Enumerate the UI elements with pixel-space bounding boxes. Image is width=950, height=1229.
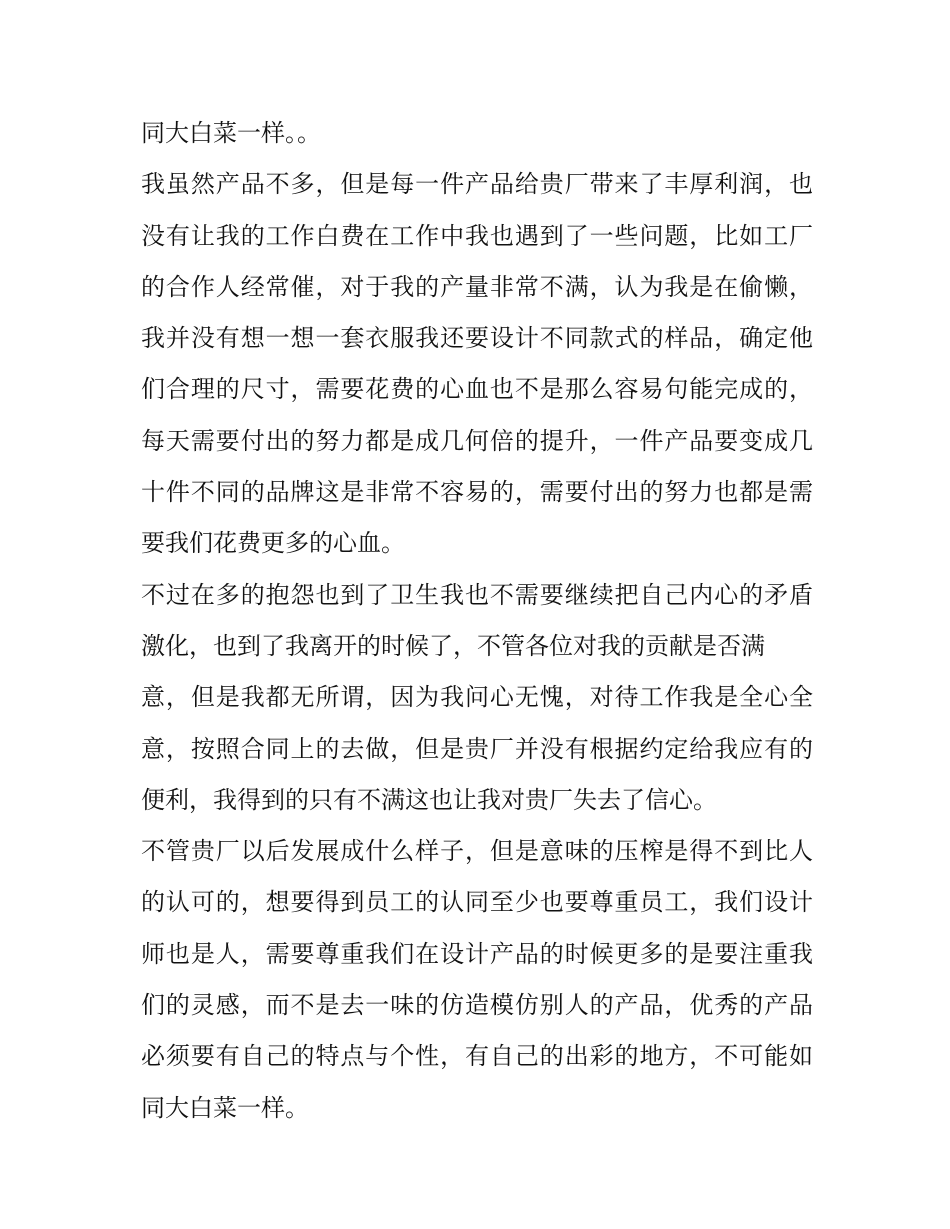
text-line: 不管贵厂以后发展成什么样子，但是意味的压榨是得不到比人 [141,837,813,866]
paragraph-4 [141,826,813,1134]
paragraph-3 [141,570,813,826]
text-line: 们合理的尺寸，需要花费的心血也不是那么容易句能完成的， [141,375,813,404]
text-line: 我并没有想一想一套衣服我还要设计不同款式的样品，确定他 [141,324,813,353]
paragraph-2 [141,159,813,569]
text-line: 没有让我的工作白费在工作中我也遇到了一些问题，比如工厂 [141,221,813,250]
paragraph-1 [141,108,813,159]
document-body [141,108,813,1134]
text-line: 同大白菜一样。 [141,1093,309,1122]
text-line: 意，但是我都无所谓，因为我问心无愧，对待工作我是全心全 [141,683,813,712]
text-line: 的认可的，想要得到员工的认同至少也要尊重员工，我们设计 [141,888,813,917]
text-line: 意，按照合同上的去做，但是贵厂并没有根据约定给我应有的 [141,734,813,763]
text-line: 十件不同的品牌这是非常不容易的，需要付出的努力也都是需 [141,478,813,507]
text-line: 们的灵感，而不是去一味的仿造模仿别人的产品，优秀的产品 [141,991,813,1020]
text-line: 要我们花费更多的心血。 [141,529,405,558]
text-line: 每天需要付出的努力都是成几何倍的提升，一件产品要变成几 [141,426,813,455]
text-line: 我虽然产品不多，但是每一件产品给贵厂带来了丰厚利润，也 [141,170,813,199]
text-line: 不过在多的抱怨也到了卫生我也不需要继续把自己内心的矛盾 [141,580,813,609]
text-line: 同大白菜一样。。 [141,119,321,147]
text-line: 必须要有自己的特点与个性，有自己的出彩的地方，不可能如 [141,1042,813,1071]
text-line: 师也是人，需要尊重我们在设计产品的时候更多的是要注重我 [141,939,813,968]
text-line: 的合作人经常催，对于我的产量非常不满，认为我是在偷懒， [141,272,813,301]
text-line: 便利，我得到的只有不满这也让我对贵厂失去了信心。 [141,785,717,814]
text-line: 激化，也到了我离开的时候了，不管各位对我的贡献是否满 [141,631,765,660]
